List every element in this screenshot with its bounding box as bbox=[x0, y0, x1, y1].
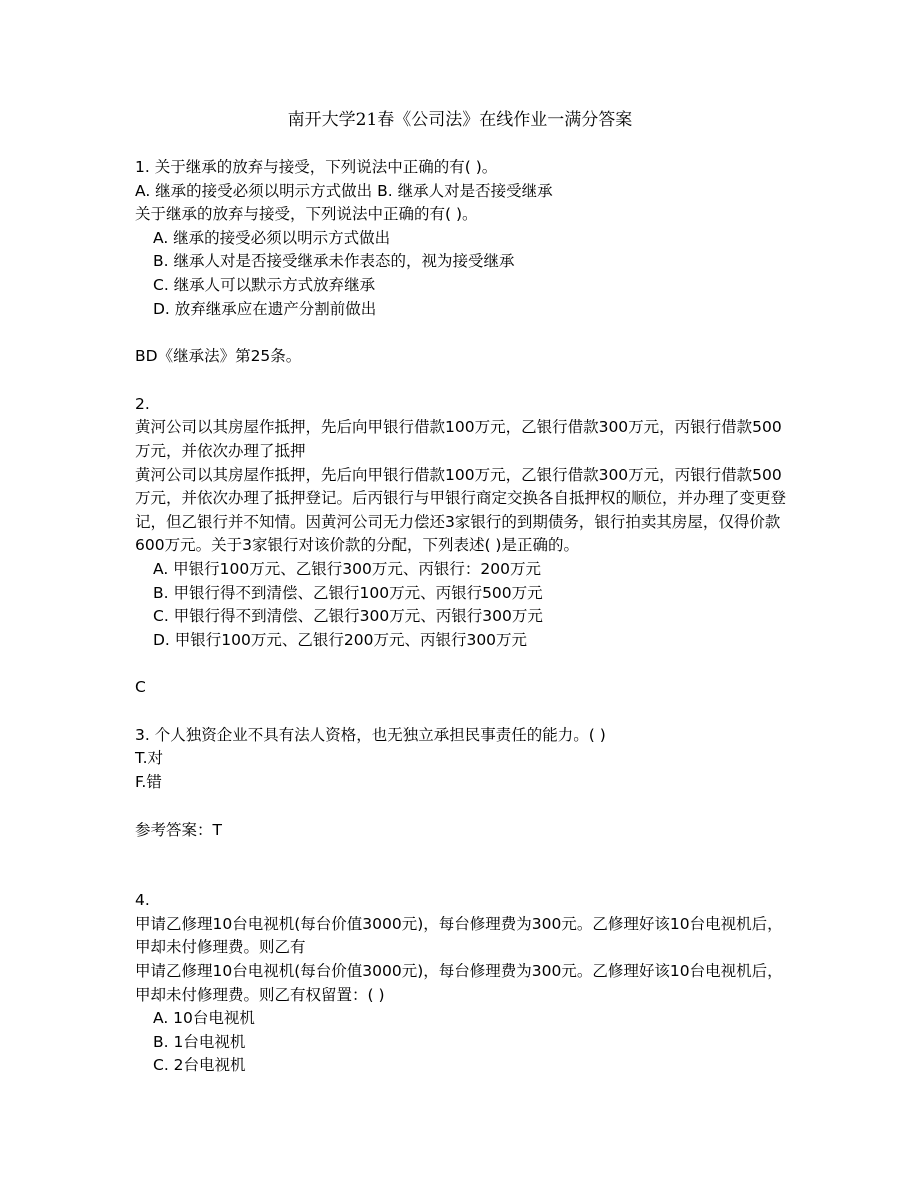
question-2 bbox=[135, 393, 790, 700]
question-3-stem: 3. 个人独资企业不具有法人资格，也无独立承担民事责任的能力。( ) bbox=[135, 725, 606, 744]
question-3 bbox=[135, 724, 790, 842]
question-1-option-d: D. 放弃继承应在遗产分割前做出 bbox=[153, 299, 377, 318]
question-4-text: 甲请乙修理10台电视机(每台价值3000元)，每台修理费为300元。乙修理好该10台电视机后，甲却未付修理费。则乙有权留置：( ) bbox=[135, 962, 783, 1004]
question-4-preview: 甲请乙修理10台电视机(每台价值3000元)，每台修理费为300元。乙修理好该10台电视机后，甲却未付修理费。则乙有 bbox=[135, 914, 783, 957]
question-2-option-b: B. 甲银行得不到清偿、乙银行100万元、丙银行500万元 bbox=[153, 583, 543, 602]
question-1-stem: 1. 关于继承的放弃与接受，下列说法中正确的有( )。 bbox=[135, 158, 498, 176]
page-title: 南开大学21春《公司法》在线作业一满分答案 bbox=[287, 110, 633, 130]
question-1-answer: BD《继承法》第25条。 bbox=[135, 347, 302, 366]
question-3-option-true: T.对 bbox=[135, 749, 164, 768]
question-4-number: 4. bbox=[135, 891, 150, 910]
question-1-option-a: A. 继承的接受必须以明示方式做出 bbox=[153, 228, 391, 247]
question-2-option-c: C. 甲银行得不到清偿、乙银行300万元、丙银行300万元 bbox=[153, 607, 543, 626]
question-3-answer: 参考答案：T bbox=[135, 820, 222, 839]
question-1-option-b: B. 继承人对是否接受继承未作表态的，视为接受继承 bbox=[153, 252, 515, 271]
question-2-option-d: D. 甲银行100万元、乙银行200万元、丙银行300万元 bbox=[153, 630, 528, 649]
question-4-option-c: C. 2台电视机 bbox=[153, 1056, 246, 1075]
question-2-option-a: A. 甲银行100万元、乙银行300万元、丙银行：200万元 bbox=[153, 559, 541, 578]
question-1-preview: A. 继承的接受必须以明示方式做出 B. 继承人对是否接受继承 bbox=[135, 181, 553, 200]
question-2-answer: C bbox=[135, 678, 146, 697]
question-2-text: 黄河公司以其房屋作抵押，先后向甲银行借款100万元，乙银行借款300万元，丙银行借款500万元，并依次办理了抵押登记。后丙银行与甲银行商定交换各自抵押权的顺位，并办理了变更登记，但乙银行并不知情。因黄河公司无力偿还3家银行的到期债务，银行拍卖其房屋，仅得价款600万元。关于3家银行对该价款的分配，下列表述( )是正确的。 bbox=[135, 465, 787, 555]
question-2-preview: 黄河公司以其房屋作抵押，先后向甲银行借款100万元，乙银行借款300万元，丙银行借款500万元，并依次办理了抵押 bbox=[135, 418, 782, 460]
question-4 bbox=[135, 889, 790, 1078]
question-4-option-a: A. 10台电视机 bbox=[153, 1009, 255, 1028]
question-1-option-c: C. 继承人可以默示方式放弃继承 bbox=[153, 275, 376, 294]
question-2-number: 2. bbox=[135, 394, 150, 413]
question-list bbox=[135, 156, 790, 1078]
question-1-text: 关于继承的放弃与接受，下列说法中正确的有( )。 bbox=[135, 205, 478, 224]
question-1 bbox=[135, 156, 790, 369]
question-3-option-false: F.错 bbox=[135, 773, 162, 792]
question-4-option-b: B. 1台电视机 bbox=[153, 1032, 246, 1051]
